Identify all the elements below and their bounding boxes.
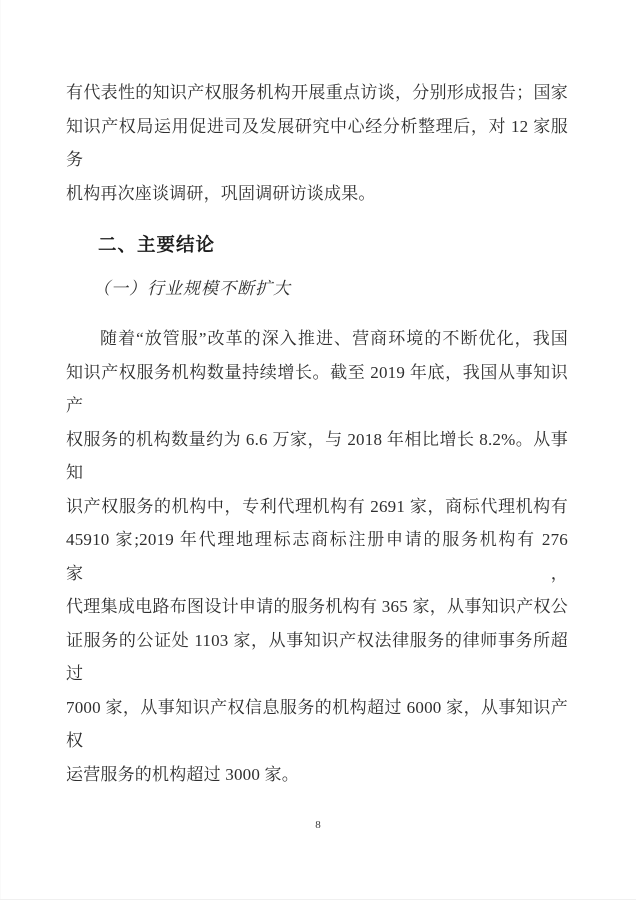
text-line: 有代表性的知识产权服务机构开展重点访谈，分别形成报告；国家: [66, 83, 568, 102]
page-content: [66, 0, 568, 791]
section-heading: 二、主要结论: [98, 234, 216, 255]
paragraph-continuation: [66, 76, 568, 210]
text-line: 知识产权局运用促进司及发展研究中心经分析整理后，对 12 家服务: [66, 116, 568, 169]
text-line: 运营服务的机构超过 3000 家。: [66, 764, 299, 784]
text-line: 45910 家;2019 年代理地理标志商标注册申请的服务机构有 276 家，: [66, 530, 568, 583]
text-line: 证服务的公证处 1103 家，从事知识产权法律服务的律师事务所超过: [66, 630, 568, 683]
text-line: 识产权服务的机构中，专利代理机构有 2691 家，商标代理机构有: [66, 496, 568, 516]
page-number: 8: [315, 819, 321, 831]
paragraph-industry-scale: [66, 322, 568, 791]
text-line: 随着“放管服”改革的深入推进、营商环境的不断优化，我国: [100, 329, 568, 348]
subsection-heading: （一）行业规模不断扩大: [93, 279, 291, 298]
text-line: 7000 家，从事知识产权信息服务的机构超过 6000 家，从事知识产权: [66, 697, 568, 750]
text-line: 知识产权服务机构数量持续增长。截至 2019 年底，我国从事知识产: [66, 362, 568, 415]
text-line: 权服务的机构数量约为 6.6 万家，与 2018 年相比增长 8.2%。从事知: [66, 429, 568, 482]
text-line: 代理集成电路布图设计申请的服务机构有 365 家，从事知识产权公: [66, 597, 568, 616]
text-line: 机构再次座谈调研，巩固调研访谈成果。: [66, 183, 376, 203]
